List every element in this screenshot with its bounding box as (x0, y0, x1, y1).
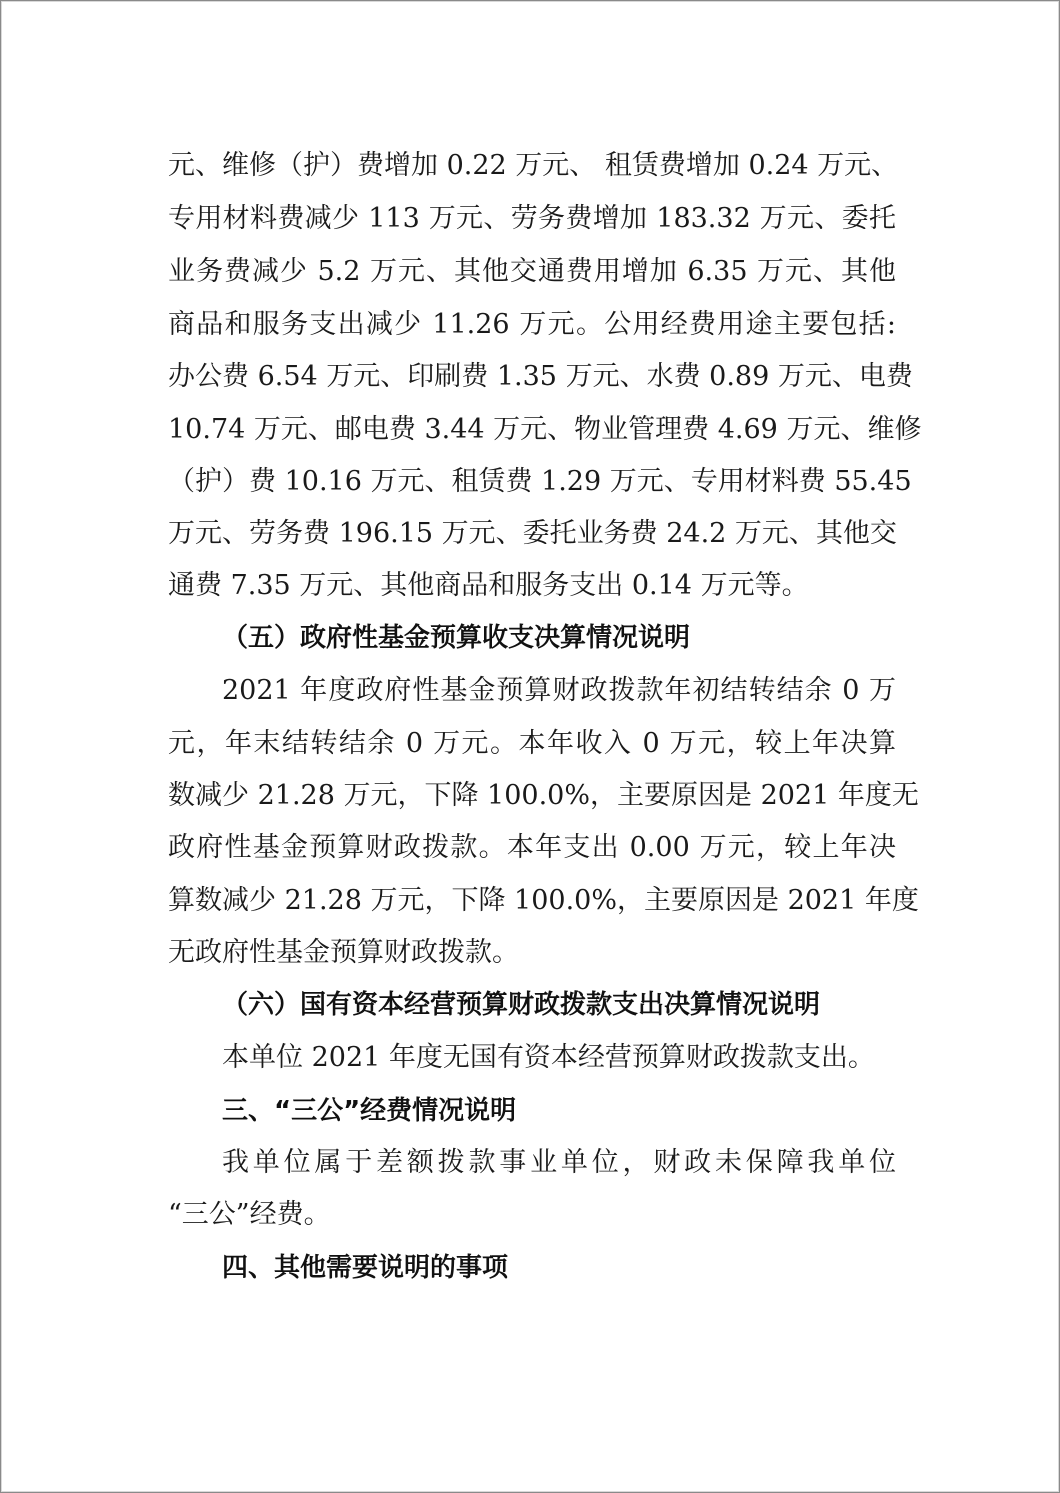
body-line: 2021 年度政府性基金预算财政拨款年初结转结余 0 万 (222, 675, 896, 706)
section-heading-six: （六）国有资本经营预算财政拨款支出决算情况说明 (222, 990, 821, 1020)
body-line: 元，年末结转结余 0 万元。本年收入 0 万元，较上年决算 (168, 728, 896, 759)
section-heading-five: （五）政府性基金预算收支决算情况说明 (222, 623, 691, 653)
body-line: 我单位属于差额拨款事业单位，财政未保障我单位 (222, 1147, 896, 1178)
body-line: 政府性基金预算财政拨款。本年支出 0.00 万元，较上年决 (168, 832, 896, 863)
body-line: 通费 7.35 万元、其他商品和服务支出 0.14 万元等。 (168, 570, 809, 601)
body-line: “三公”经费。 (168, 1199, 331, 1230)
body-line: 万元、劳务费 196.15 万元、委托业务费 24.2 万元、其他交 (168, 518, 897, 549)
body-line: 本单位 2021 年度无国有资本经营预算财政拨款支出。 (222, 1042, 875, 1073)
body-line: 数减少 21.28 万元，下降 100.0%，主要原因是 2021 年度无 (168, 780, 919, 811)
body-line: 无政府性基金预算财政拨款。 (168, 937, 519, 968)
body-line: 算数减少 21.28 万元，下降 100.0%，主要原因是 2021 年度 (168, 885, 919, 916)
body-line: （护）费 10.16 万元、租赁费 1.29 万元、专用材料费 55.45 (168, 466, 912, 497)
body-line: 10.74 万元、邮电费 3.44 万元、物业管理费 4.69 万元、维修 (168, 414, 922, 445)
section-heading-four: 四、其他需要说明的事项 (222, 1253, 509, 1283)
body-line: 业务费减少 5.2 万元、其他交通费用增加 6.35 万元、其他 (168, 256, 896, 287)
section-heading-three: 三、“三公”经费情况说明 (222, 1096, 517, 1126)
body-line: 专用材料费减少 113 万元、劳务费增加 183.32 万元、委托 (168, 203, 896, 234)
body-line: 办公费 6.54 万元、印刷费 1.35 万元、水费 0.89 万元、电费 (168, 361, 913, 392)
body-line: 元、维修（护）费增加 0.22 万元、 租赁费增加 0.24 万元、 (168, 150, 899, 181)
body-line: 商品和服务支出减少 11.26 万元。公用经费用途主要包括: (168, 309, 896, 340)
